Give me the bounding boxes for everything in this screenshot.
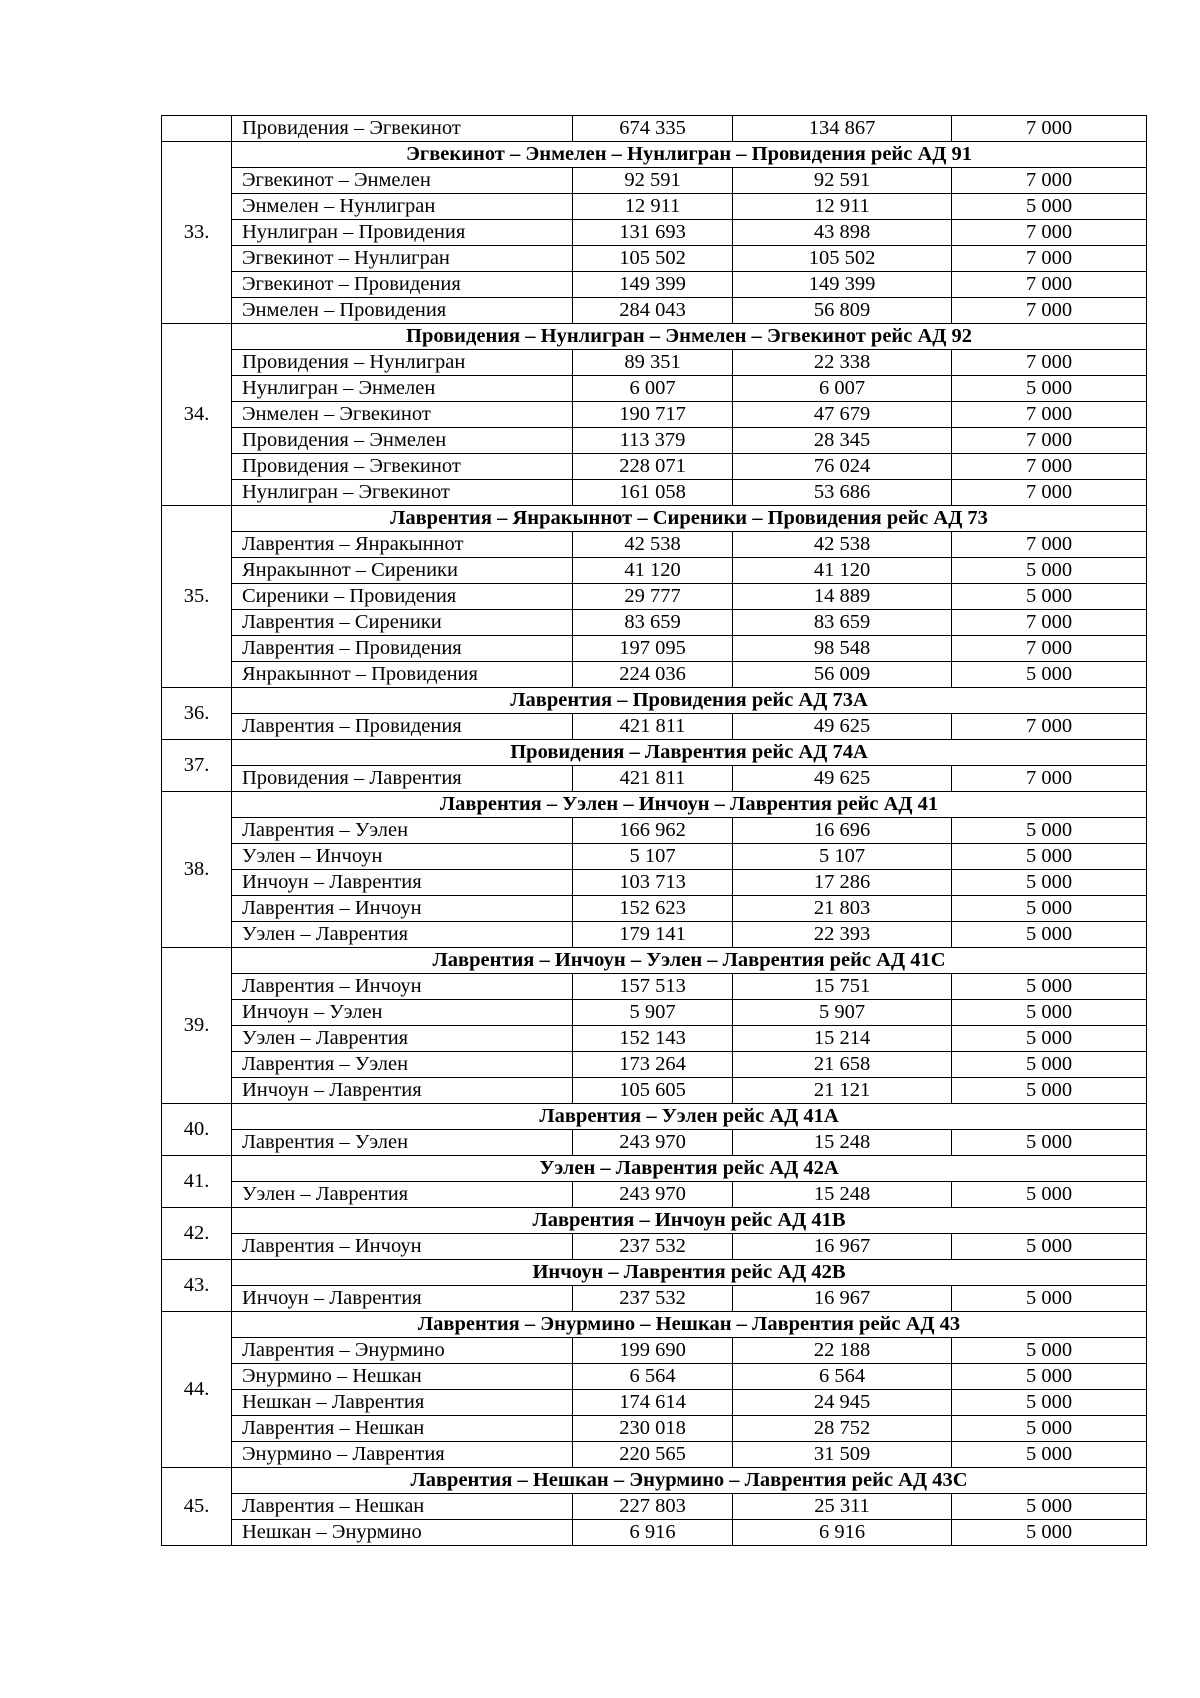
value-cell: 105 502 (573, 246, 733, 272)
value-cell: 16 967 (733, 1286, 952, 1312)
group-header-row (162, 324, 1147, 350)
route-cell: Энмелен – Провидения (232, 298, 573, 324)
value-cell: 14 889 (733, 584, 952, 610)
group-header-row (162, 1468, 1147, 1494)
table-row (162, 1520, 1147, 1546)
table-row (162, 1026, 1147, 1052)
value-cell: 41 120 (733, 558, 952, 584)
table-row (162, 1286, 1147, 1312)
fares-table (161, 115, 1147, 1546)
value-cell: 43 898 (733, 220, 952, 246)
table-row (162, 1364, 1147, 1390)
value-cell: 92 591 (573, 168, 733, 194)
table-row (162, 246, 1147, 272)
value-cell: 7 000 (952, 298, 1147, 324)
value-cell: 149 399 (573, 272, 733, 298)
table-row (162, 974, 1147, 1000)
table-row (162, 428, 1147, 454)
group-number: 37. (162, 740, 232, 792)
value-cell: 230 018 (573, 1416, 733, 1442)
group-header-row (162, 1260, 1147, 1286)
value-cell: 76 024 (733, 454, 952, 480)
value-cell: 25 311 (733, 1494, 952, 1520)
flight-title: Лаврентия – Уэлен – Инчоун – Лаврентия рейс АД 41 (232, 792, 1147, 818)
value-cell: 7 000 (952, 766, 1147, 792)
value-cell: 179 141 (573, 922, 733, 948)
value-cell: 15 751 (733, 974, 952, 1000)
value-cell: 83 659 (573, 610, 733, 636)
flight-title: Уэлен – Лаврентия рейс АД 42А (232, 1156, 1147, 1182)
value-cell: 24 945 (733, 1390, 952, 1416)
group-header-row (162, 688, 1147, 714)
route-cell: Янракыннот – Сиреники (232, 558, 573, 584)
value-cell: 157 513 (573, 974, 733, 1000)
group-header-row (162, 792, 1147, 818)
route-cell: Лаврентия – Янракыннот (232, 532, 573, 558)
table-row (162, 558, 1147, 584)
table-row (162, 1182, 1147, 1208)
value-cell: 12 911 (733, 194, 952, 220)
route-cell: Лаврентия – Уэлен (232, 1130, 573, 1156)
value-cell: 421 811 (573, 766, 733, 792)
value-cell: 22 393 (733, 922, 952, 948)
table-row (162, 896, 1147, 922)
value-cell: 173 264 (573, 1052, 733, 1078)
route-cell: Энурмино – Нешкан (232, 1364, 573, 1390)
table-row (162, 1442, 1147, 1468)
flight-title: Лаврентия – Инчоун – Уэлен – Лаврентия рейс АД 41С (232, 948, 1147, 974)
group-header-row (162, 1104, 1147, 1130)
value-cell: 5 000 (952, 922, 1147, 948)
value-cell: 5 000 (952, 584, 1147, 610)
flight-title: Лаврентия – Энурмино – Нешкан – Лаврентия рейс АД 43 (232, 1312, 1147, 1338)
value-cell: 674 335 (573, 116, 733, 142)
value-cell: 6 564 (733, 1364, 952, 1390)
value-cell: 105 605 (573, 1078, 733, 1104)
value-cell: 5 000 (952, 1520, 1147, 1546)
group-number: 40. (162, 1104, 232, 1156)
route-cell: Эгвекинот – Провидения (232, 272, 573, 298)
value-cell: 5 000 (952, 844, 1147, 870)
table-row (162, 870, 1147, 896)
value-cell: 7 000 (952, 402, 1147, 428)
value-cell: 5 000 (952, 1182, 1147, 1208)
value-cell: 89 351 (573, 350, 733, 376)
value-cell: 42 538 (733, 532, 952, 558)
table-row (162, 636, 1147, 662)
value-cell: 5 000 (952, 194, 1147, 220)
route-cell: Сиреники – Провидения (232, 584, 573, 610)
value-cell: 166 962 (573, 818, 733, 844)
value-cell: 56 809 (733, 298, 952, 324)
value-cell: 5 000 (952, 1052, 1147, 1078)
route-cell: Провидения – Лаврентия (232, 766, 573, 792)
group-header-row (162, 1156, 1147, 1182)
value-cell: 220 565 (573, 1442, 733, 1468)
value-cell: 243 970 (573, 1130, 733, 1156)
route-cell: Энмелен – Эгвекинот (232, 402, 573, 428)
value-cell: 237 532 (573, 1234, 733, 1260)
value-cell: 7 000 (952, 636, 1147, 662)
value-cell: 5 000 (952, 376, 1147, 402)
value-cell: 7 000 (952, 220, 1147, 246)
route-cell: Лаврентия – Провидения (232, 636, 573, 662)
value-cell: 15 214 (733, 1026, 952, 1052)
value-cell: 5 000 (952, 662, 1147, 688)
flight-title: Лаврентия – Нешкан – Энурмино – Лаврентия рейс АД 43С (232, 1468, 1147, 1494)
table-row (162, 532, 1147, 558)
value-cell: 6 916 (573, 1520, 733, 1546)
group-header-row (162, 506, 1147, 532)
route-cell: Провидения – Энмелен (232, 428, 573, 454)
value-cell: 284 043 (573, 298, 733, 324)
route-cell: Лаврентия – Уэлен (232, 1052, 573, 1078)
table-row (162, 454, 1147, 480)
value-cell: 113 379 (573, 428, 733, 454)
value-cell: 152 623 (573, 896, 733, 922)
flight-title: Инчоун – Лаврентия рейс АД 42В (232, 1260, 1147, 1286)
value-cell: 22 338 (733, 350, 952, 376)
group-number: 34. (162, 324, 232, 506)
value-cell: 5 907 (573, 1000, 733, 1026)
value-cell: 5 107 (573, 844, 733, 870)
table-row (162, 766, 1147, 792)
table-row (162, 714, 1147, 740)
value-cell: 5 000 (952, 1026, 1147, 1052)
route-cell: Лаврентия – Нешкан (232, 1416, 573, 1442)
value-cell: 42 538 (573, 532, 733, 558)
route-cell: Эгвекинот – Энмелен (232, 168, 573, 194)
value-cell: 134 867 (733, 116, 952, 142)
value-cell: 7 000 (952, 480, 1147, 506)
table-row (162, 402, 1147, 428)
table-row (162, 1078, 1147, 1104)
route-cell: Лаврентия – Инчоун (232, 974, 573, 1000)
value-cell: 6 007 (733, 376, 952, 402)
route-cell: Провидения – Эгвекинот (232, 454, 573, 480)
group-number: 39. (162, 948, 232, 1104)
route-cell: Уэлен – Лаврентия (232, 1182, 573, 1208)
value-cell: 21 121 (733, 1078, 952, 1104)
value-cell: 16 967 (733, 1234, 952, 1260)
route-cell: Нунлигран – Энмелен (232, 376, 573, 402)
value-cell: 5 107 (733, 844, 952, 870)
table-row (162, 298, 1147, 324)
value-cell: 105 502 (733, 246, 952, 272)
value-cell: 5 000 (952, 1364, 1147, 1390)
row-number-cell (162, 116, 232, 142)
route-cell: Янракыннот – Провидения (232, 662, 573, 688)
value-cell: 6 007 (573, 376, 733, 402)
value-cell: 103 713 (573, 870, 733, 896)
table-row (162, 662, 1147, 688)
value-cell: 22 188 (733, 1338, 952, 1364)
value-cell: 49 625 (733, 714, 952, 740)
table-row (162, 480, 1147, 506)
value-cell: 5 000 (952, 870, 1147, 896)
route-cell: Уэлен – Лаврентия (232, 1026, 573, 1052)
value-cell: 7 000 (952, 116, 1147, 142)
value-cell: 5 000 (952, 1390, 1147, 1416)
group-number: 42. (162, 1208, 232, 1260)
group-header-row (162, 1312, 1147, 1338)
table-row (162, 1416, 1147, 1442)
value-cell: 7 000 (952, 350, 1147, 376)
value-cell: 5 000 (952, 974, 1147, 1000)
value-cell: 15 248 (733, 1130, 952, 1156)
value-cell: 5 000 (952, 1078, 1147, 1104)
value-cell: 224 036 (573, 662, 733, 688)
route-cell: Лаврентия – Нешкан (232, 1494, 573, 1520)
route-cell: Нешкан – Лаврентия (232, 1390, 573, 1416)
route-cell: Лаврентия – Инчоун (232, 1234, 573, 1260)
table-row (162, 376, 1147, 402)
route-cell: Уэлен – Лаврентия (232, 922, 573, 948)
value-cell: 5 000 (952, 1130, 1147, 1156)
group-header-row (162, 1208, 1147, 1234)
value-cell: 21 803 (733, 896, 952, 922)
table-row (162, 922, 1147, 948)
route-cell: Энмелен – Нунлигран (232, 194, 573, 220)
value-cell: 17 286 (733, 870, 952, 896)
table-row (162, 1130, 1147, 1156)
table-row (162, 1390, 1147, 1416)
route-cell: Провидения – Эгвекинот (232, 116, 573, 142)
value-cell: 5 000 (952, 818, 1147, 844)
group-number: 45. (162, 1468, 232, 1546)
value-cell: 49 625 (733, 766, 952, 792)
value-cell: 6 916 (733, 1520, 952, 1546)
flight-title: Эгвекинот – Энмелен – Нунлигран – Провидения рейс АД 91 (232, 142, 1147, 168)
route-cell: Лаврентия – Сиреники (232, 610, 573, 636)
value-cell: 7 000 (952, 454, 1147, 480)
value-cell: 83 659 (733, 610, 952, 636)
table-row (162, 610, 1147, 636)
group-header-row (162, 740, 1147, 766)
group-number: 43. (162, 1260, 232, 1312)
value-cell: 131 693 (573, 220, 733, 246)
table-row (162, 272, 1147, 298)
table-row (162, 1494, 1147, 1520)
route-cell: Нунлигран – Эгвекинот (232, 480, 573, 506)
table-row (162, 818, 1147, 844)
value-cell: 5 000 (952, 1234, 1147, 1260)
value-cell: 98 548 (733, 636, 952, 662)
value-cell: 28 345 (733, 428, 952, 454)
value-cell: 5 000 (952, 1416, 1147, 1442)
value-cell: 29 777 (573, 584, 733, 610)
route-cell: Инчоун – Лаврентия (232, 1286, 573, 1312)
value-cell: 5 907 (733, 1000, 952, 1026)
flight-title: Провидения – Нунлигран – Энмелен – Эгвекинот рейс АД 92 (232, 324, 1147, 350)
route-cell: Инчоун – Лаврентия (232, 870, 573, 896)
table-row (162, 844, 1147, 870)
value-cell: 243 970 (573, 1182, 733, 1208)
flight-title: Лаврентия – Янракыннот – Сиреники – Провидения рейс АД 73 (232, 506, 1147, 532)
route-cell: Провидения – Нунлигран (232, 350, 573, 376)
value-cell: 5 000 (952, 896, 1147, 922)
value-cell: 421 811 (573, 714, 733, 740)
value-cell: 7 000 (952, 246, 1147, 272)
value-cell: 15 248 (733, 1182, 952, 1208)
route-cell: Уэлен – Инчоун (232, 844, 573, 870)
value-cell: 28 752 (733, 1416, 952, 1442)
value-cell: 47 679 (733, 402, 952, 428)
table-row (162, 194, 1147, 220)
value-cell: 21 658 (733, 1052, 952, 1078)
route-cell: Энурмино – Лаврентия (232, 1442, 573, 1468)
value-cell: 31 509 (733, 1442, 952, 1468)
group-number: 33. (162, 142, 232, 324)
value-cell: 5 000 (952, 1442, 1147, 1468)
value-cell: 6 564 (573, 1364, 733, 1390)
table-row (162, 1234, 1147, 1260)
route-cell: Инчоун – Лаврентия (232, 1078, 573, 1104)
route-cell: Нунлигран – Провидения (232, 220, 573, 246)
route-cell: Лаврентия – Провидения (232, 714, 573, 740)
value-cell: 190 717 (573, 402, 733, 428)
route-cell: Лаврентия – Уэлен (232, 818, 573, 844)
value-cell: 92 591 (733, 168, 952, 194)
value-cell: 16 696 (733, 818, 952, 844)
flight-title: Лаврентия – Провидения рейс АД 73А (232, 688, 1147, 714)
value-cell: 5 000 (952, 1338, 1147, 1364)
group-header-row (162, 948, 1147, 974)
table-row (162, 350, 1147, 376)
value-cell: 152 143 (573, 1026, 733, 1052)
table-row (162, 220, 1147, 246)
route-cell: Нешкан – Энурмино (232, 1520, 573, 1546)
value-cell: 5 000 (952, 558, 1147, 584)
value-cell: 161 058 (573, 480, 733, 506)
value-cell: 7 000 (952, 168, 1147, 194)
value-cell: 41 120 (573, 558, 733, 584)
group-number: 36. (162, 688, 232, 740)
value-cell: 237 532 (573, 1286, 733, 1312)
value-cell: 149 399 (733, 272, 952, 298)
table-row (162, 1338, 1147, 1364)
flight-title: Лаврентия – Инчоун рейс АД 41В (232, 1208, 1147, 1234)
table-row (162, 168, 1147, 194)
value-cell: 174 614 (573, 1390, 733, 1416)
value-cell: 56 009 (733, 662, 952, 688)
flight-title: Провидения – Лаврентия рейс АД 74А (232, 740, 1147, 766)
table-row (162, 584, 1147, 610)
route-cell: Лаврентия – Инчоун (232, 896, 573, 922)
value-cell: 5 000 (952, 1286, 1147, 1312)
value-cell: 5 000 (952, 1000, 1147, 1026)
table-row (162, 1052, 1147, 1078)
group-number: 35. (162, 506, 232, 688)
route-cell: Инчоун – Уэлен (232, 1000, 573, 1026)
value-cell: 227 803 (573, 1494, 733, 1520)
value-cell: 7 000 (952, 272, 1147, 298)
table-row (162, 116, 1147, 142)
value-cell: 197 095 (573, 636, 733, 662)
flight-title: Лаврентия – Уэлен рейс АД 41А (232, 1104, 1147, 1130)
value-cell: 7 000 (952, 714, 1147, 740)
table-row (162, 1000, 1147, 1026)
group-number: 41. (162, 1156, 232, 1208)
group-number: 38. (162, 792, 232, 948)
route-cell: Лаврентия – Энурмино (232, 1338, 573, 1364)
route-cell: Эгвекинот – Нунлигран (232, 246, 573, 272)
value-cell: 12 911 (573, 194, 733, 220)
value-cell: 53 686 (733, 480, 952, 506)
value-cell: 5 000 (952, 1494, 1147, 1520)
value-cell: 199 690 (573, 1338, 733, 1364)
value-cell: 7 000 (952, 532, 1147, 558)
group-header-row (162, 142, 1147, 168)
value-cell: 7 000 (952, 610, 1147, 636)
value-cell: 228 071 (573, 454, 733, 480)
group-number: 44. (162, 1312, 232, 1468)
value-cell: 7 000 (952, 428, 1147, 454)
